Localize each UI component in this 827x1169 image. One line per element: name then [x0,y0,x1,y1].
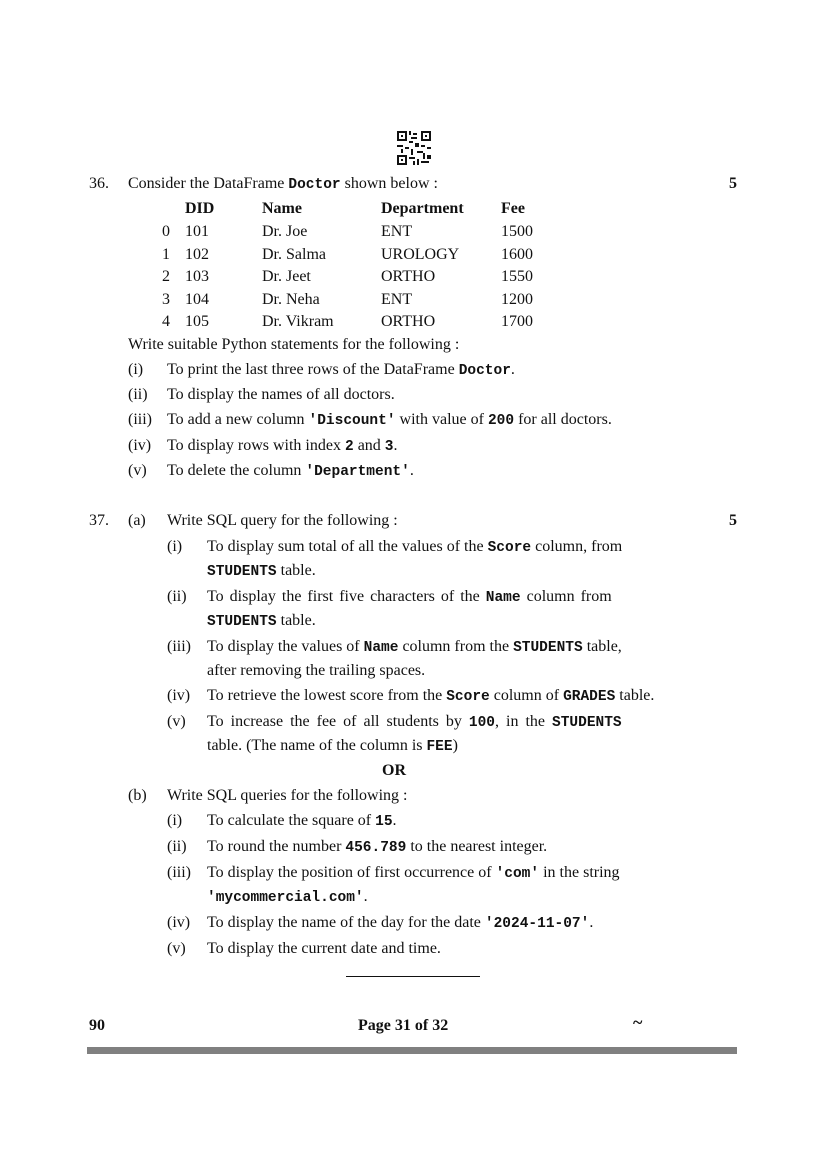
end-rule [346,976,480,977]
table-header: Fee [501,200,525,217]
or-divider: OR [382,762,406,779]
question-number: 37. [89,512,109,529]
part-heading: Write SQL queries for the following : [167,787,408,804]
table-header: Department [381,200,464,217]
footer-bar [87,1047,737,1054]
part-label: (a) [128,512,146,529]
page-number: Page 31 of 32 [358,1017,449,1034]
dataframe-name: Doctor [288,177,341,193]
tilde-mark: ~ [633,1012,643,1032]
marks: 5 [729,512,737,529]
part-heading: Write SQL query for the following : [167,512,398,529]
question-36-intro: Consider the DataFrame Doctor shown below : [128,175,438,193]
marks: 5 [729,175,737,192]
instruction: Write suitable Python statements for the following : [128,336,460,353]
part-label: (b) [128,787,147,804]
qr-code-icon [397,131,431,165]
table-header: DID [185,200,215,217]
table-header: Name [262,200,302,217]
paper-code: 90 [89,1017,105,1034]
exam-page: 36. Consider the DataFrame Doctor shown below : 5 DID Name Department Fee 0 101 Dr. Joe ENT 1500 1 102 Dr. Salma UROLOGY 1600 2 103 Dr. Jeet ORTHO 1550 3 104 Dr. Neha ENT 1200 4 105 Dr. Vikram ORTHO 1700 Write suitable Python statements for the following : (i) To print the last three rows of the DataFrame Doctor. (ii) To display the names of all doctors. (iii) To add a new column 'Discount' with value of 200 for all doctors. (iv) To display rows with index 2 and 3. (v) To delete the column 'Department'. 37. (a) Write SQL query for the following : 5 (i) To display sum total of all the values of the Score column, from STUDENTS table. (ii) To display the first five characters of the Name column from STUDENTS table. (iii) To display the values of Name column from the STUDENTS table, after removing the trailing spaces. (iv) To retrieve the lowest score from the Score column of GRADES table. (v) To increase the fee of all students by 100, in the STUDENTS table. (The name of the column is FEE) OR (b) Write SQL queries for the following : (i) To calculate the square of 15. (ii) To round the number 456.789 to the nearest integer. (iii) To display the position of first occurrence of 'com' in the string 'mycommercial.com'. (iv) To display the name of the day for the date '2024-11-07'. (v) To display the current date and time. 90 Page 31 of 32 ~ [0,0,827,1169]
question-number: 36. [89,175,109,192]
